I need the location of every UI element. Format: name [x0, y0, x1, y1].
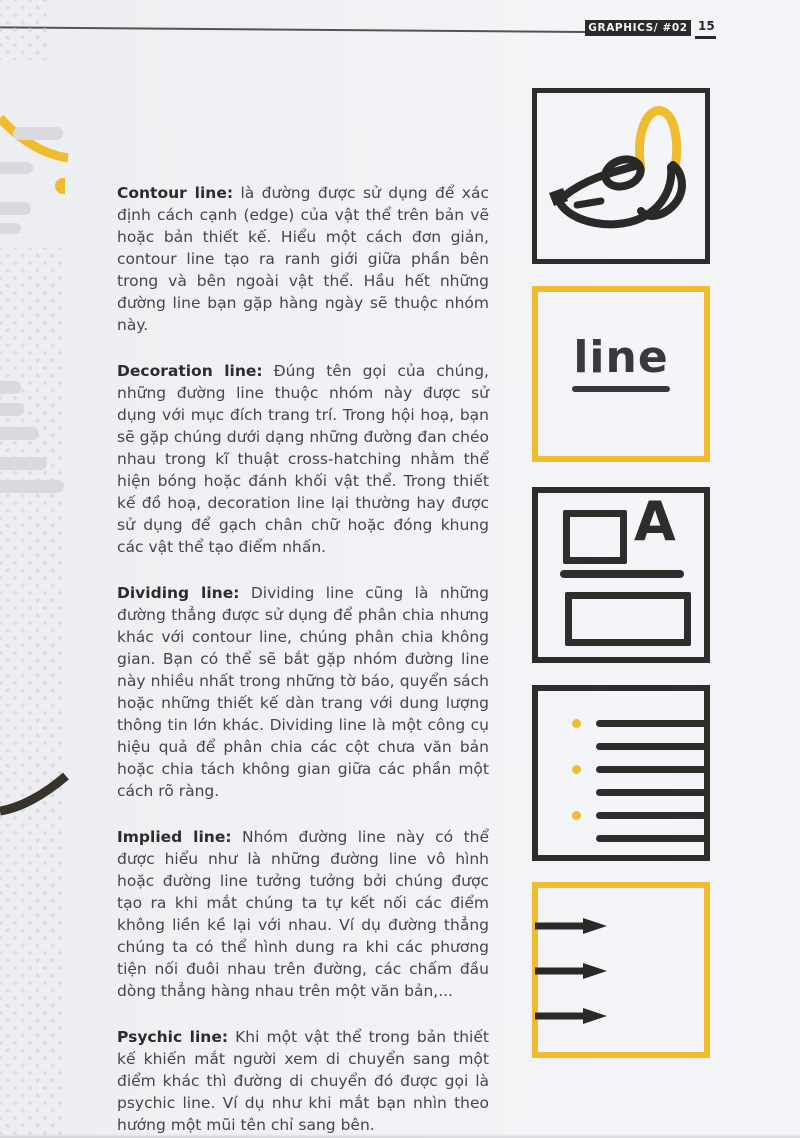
right-arrow [535, 1007, 611, 1025]
bullet-list-icon [538, 691, 704, 855]
illustration-decoration [532, 286, 710, 462]
body-copy [117, 182, 489, 1138]
illustration-implied [532, 685, 710, 861]
paragraph-implied-line [117, 826, 489, 1002]
divider-line [560, 570, 684, 578]
paragraph-contour-line [117, 182, 489, 336]
grey-bar [13, 127, 63, 140]
paragraph-lead: Decoration line: [117, 362, 263, 380]
header-rule [0, 26, 586, 33]
list-line [596, 766, 710, 773]
grey-bar [0, 457, 47, 470]
section-tag [585, 20, 691, 36]
illustration-contour [532, 88, 710, 264]
right-arrow [535, 917, 611, 935]
paragraph-lead: Dividing line: [117, 584, 240, 602]
yellow-dot [572, 811, 581, 820]
paragraph-body: Nhóm đường line này có thể được hiểu như là những đường line vô hình hoặc đường line tưởng tưởng bởi chúng được tạo ra khi mắt chúng ta tự kết nối các điểm không liền kề lại với nhau. Ví dụ đường thẳng chúng ta có thể hình dung ra khi các phương tiện nối đuôi nhau trên đường, các chấm đầu dòng thẳng hàng nhau trên một văn bản,... [117, 828, 490, 1000]
scan-bottom-edge [0, 1134, 800, 1138]
paragraph-psychic-line [117, 1026, 489, 1136]
paragraph-lead: Implied line: [117, 828, 232, 846]
small-square-outline [563, 510, 627, 564]
paragraph-dividing-line [117, 582, 489, 802]
section-tag-label: GRAPHICS/ #02 [588, 22, 688, 34]
grey-bar [0, 480, 64, 493]
word-underline [572, 386, 670, 392]
word-line-text: line [573, 332, 669, 383]
right-arrows-icon [538, 888, 704, 1052]
paragraph-lead: Contour line: [117, 184, 234, 202]
list-line [596, 720, 710, 727]
page-number-underline [695, 36, 716, 39]
list-line [596, 743, 710, 750]
grey-bar [0, 202, 31, 215]
right-arrow [535, 962, 611, 980]
paragraph-body: Dividing line cũng là những đường thẳng được sử dụng để phân chia nhưng khác với contour line, chúng phân chia không gian. Bạn có thể sẽ bắt gặp nhóm đường line này nhiều nhất trong những tờ báo, quyển sách hoặc những thiết kế dàn trang với dung lượng thông tin lớn khác. Dividing line là một công cụ hiệu quả để phân chia các cột chưa văn bản hoặc chia tách không gian giữa các phần một cách rõ ràng. [117, 584, 489, 800]
dark-curve-decoration [0, 765, 75, 820]
grey-bar [0, 403, 24, 416]
yellow-dot [572, 719, 581, 728]
illustration-dividing [532, 487, 710, 663]
paragraph-decoration-line [117, 360, 489, 558]
yellow-half-disc [55, 178, 65, 194]
letter-a-glyph: A [634, 490, 676, 553]
wide-rect-outline [565, 592, 691, 646]
banana-icon [537, 93, 705, 259]
grey-bar [0, 223, 21, 234]
page-layout-icon [538, 490, 704, 657]
illustration-psychic [532, 882, 710, 1058]
underlined-word-icon [538, 332, 704, 392]
paragraph-body: Đúng tên gọi của chúng, những đường line thuộc nhóm này được sử dụng với mục đích trang trí. Trong hội hoạ, bạn sẽ gặp chúng dưới dạng những đường đan chéo nhau trong kĩ thuật cross-hatching nhằm thể hiện bóng hoặc đánh khối vật thể. Trong thiết kế đồ hoạ, decoration line lại thường hay được sử dụng để gạch chân chữ hoặc đóng khung các vật thể tạo điểm nhấn. [117, 362, 489, 556]
paragraph-lead: Psychic line: [117, 1028, 229, 1046]
paragraph-body: Khi một vật thể trong bản thiết kế khiến mắt người xem di chuyển sang một điểm khác thì đường di chuyển đó được gọi là psychic line. Ví dụ như khi mắt bạn nhìn theo hướng một mũi tên chỉ sang bên. [117, 1028, 489, 1134]
list-line [596, 812, 710, 819]
paragraph-body: là đường được sử dụng để xác định cách cạnh (edge) của vật thể trên bản vẽ hoặc bản thiết kế. Hiểu một cách đơn giản, contour line tạo ra ranh giới giữa phần bên trong và bên ngoài vật thể. Hầu hết những đường line bạn gặp hàng ngày sẽ thuộc nhóm này. [117, 184, 489, 334]
halftone-dots-top [0, 0, 48, 60]
grey-bar [0, 427, 39, 440]
grey-bar [0, 162, 33, 174]
list-line [596, 789, 710, 796]
yellow-dot [572, 765, 581, 774]
grey-bar [0, 381, 21, 394]
list-line [596, 835, 710, 842]
page-number: 15 [698, 19, 715, 33]
